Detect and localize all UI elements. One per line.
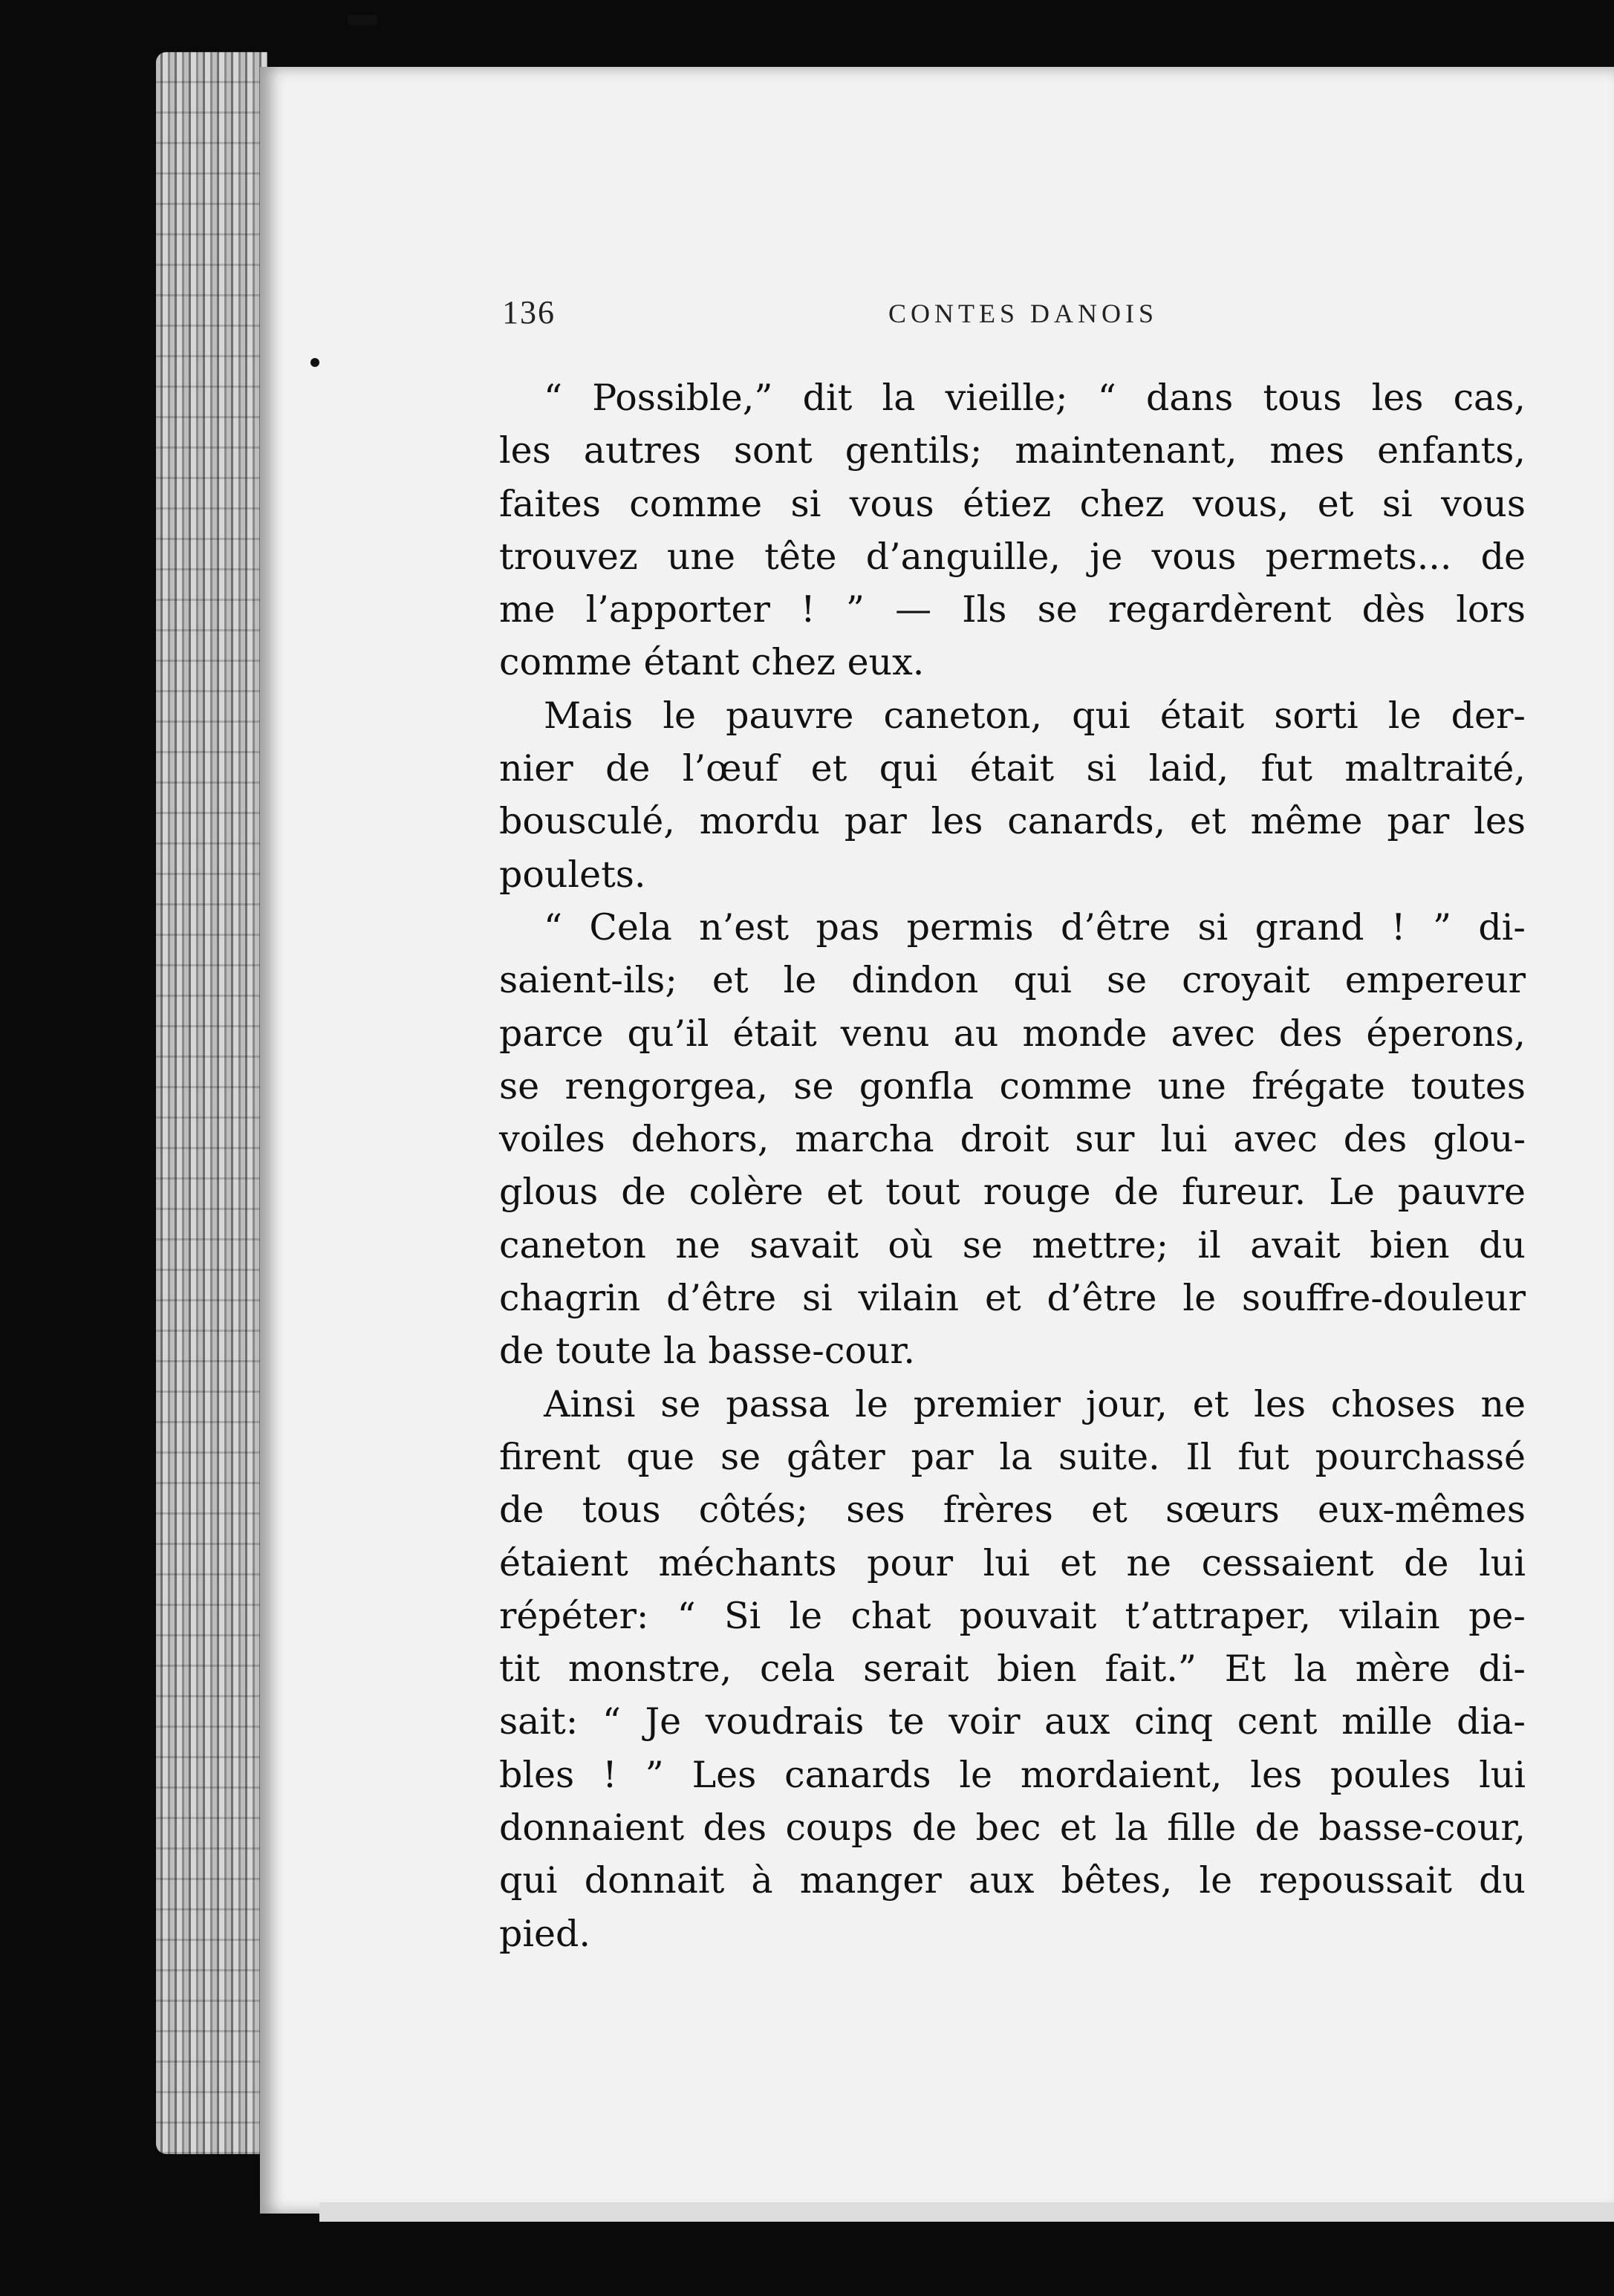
text-line: parce qu’il était venu au monde avec des éperons,	[499, 1012, 1526, 1055]
text-line: “ Possible,” dit la vieille; “ dans tous les cas,	[544, 377, 1526, 419]
text-line: caneton ne savait où se mettre; il avait bien du	[499, 1223, 1526, 1266]
text-line: glous de colère et tout rouge de fureur. Le pauvre	[499, 1171, 1526, 1214]
page-number: 136	[502, 294, 556, 331]
text-line: étaient méchants pour lui et ne cessaient de lui	[499, 1541, 1526, 1584]
text-line: faites comme si vous étiez chez vous, et si vous	[499, 482, 1526, 525]
text-line: sait: “ Je voudrais te voir aux cinq cent mille dia-	[499, 1700, 1526, 1743]
text-line: qui donnait à manger aux bêtes, le repoussait du	[499, 1859, 1526, 1902]
text-line: firent que se gâter par la suite. Il fut pourchassé	[499, 1435, 1526, 1478]
text-line: les autres sont gentils; maintenant, mes enfants,	[499, 429, 1526, 472]
text-line: chagrin d’être si vilain et d’être le souffre-douleur	[499, 1277, 1526, 1320]
ink-speck	[348, 15, 377, 25]
text-line: donnaient des coups de bec et la fille de basse-cour,	[499, 1806, 1526, 1850]
paragraph	[499, 689, 1526, 901]
paragraph	[499, 1378, 1526, 1960]
text-line: pied.	[499, 1912, 590, 1955]
text-line: de tous côtés; ses frères et sœurs eux-mêmes	[499, 1489, 1526, 1532]
ink-speck	[310, 358, 319, 367]
text-line: Ainsi se passa le premier jour, et les choses ne	[544, 1382, 1526, 1425]
page-edges	[156, 52, 267, 2154]
text-line: comme étant chez eux.	[499, 641, 925, 684]
text-line: me l’apporter ! ” — Ils se regardèrent dès lors	[499, 588, 1526, 631]
text-line: bles ! ” Les canards le mordaient, les poules lui	[499, 1753, 1526, 1796]
text-line: trouvez une tête d’anguille, je vous permets... de	[499, 535, 1526, 578]
text-line: bousculé, mordu par les canards, et même par les	[499, 800, 1526, 843]
text-line: répéter: “ Si le chat pouvait t’attraper, vilain pe-	[499, 1594, 1526, 1637]
body-text	[499, 371, 1526, 1960]
page-bottom-edge	[319, 2202, 1614, 2222]
text-line: de toute la basse-cour.	[499, 1330, 915, 1373]
text-line: voiles dehors, marcha droit sur lui avec des glou-	[499, 1118, 1526, 1161]
text-line: “ Cela n’est pas permis d’être si grand ! ” di-	[544, 905, 1526, 949]
paragraph	[499, 371, 1526, 689]
text-line: se rengorgea, se gonfla comme une frégate toutes	[499, 1064, 1526, 1108]
text-line: saient-ils; et le dindon qui se croyait empereur	[499, 959, 1526, 1002]
text-line: nier de l’œuf et qui était si laid, fut maltraité,	[499, 747, 1526, 790]
page-header	[502, 293, 1542, 338]
paragraph	[499, 901, 1526, 1378]
running-head: CONTES DANOIS	[888, 299, 1159, 328]
text-line: poulets.	[499, 853, 646, 896]
text-line: tit monstre, cela serait bien fait.” Et la mère di-	[499, 1648, 1526, 1691]
text-line: Mais le pauvre caneton, qui était sorti le der-	[544, 694, 1526, 737]
